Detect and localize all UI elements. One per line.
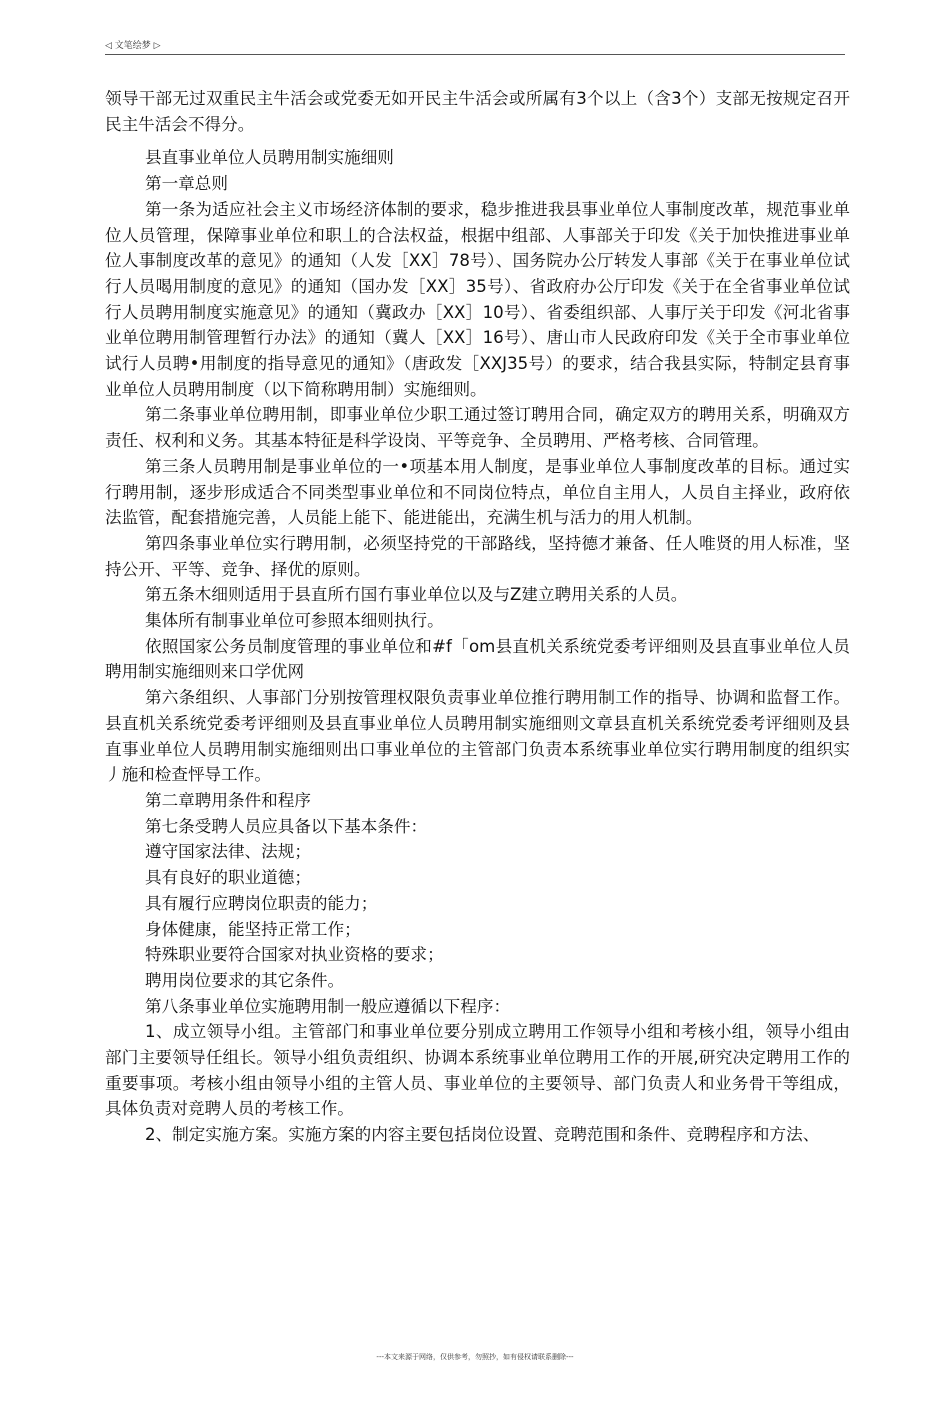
paragraph: 特殊职业要符合国家对执业资格的要求； [145,945,444,965]
paragraph: 领导干部无过双重民主牛活会或党委无如开民主牛活会或所属有3个以上（含3个）支部无按规定召开民主牛活会不得分。 [105,89,850,134]
page-header: ◁ 文笔绘梦 ▷ [105,41,161,51]
paragraph: 第七条受聘人员应具备以下基本条件： [145,816,428,836]
paragraph: 第二章聘用条件和程序 [145,790,311,810]
paragraph: 集体所有制事业单位可参照本细则执行。 [145,611,444,631]
paragraph: 第六条组织、人事部门分别按管理权限负责事业单位推行聘用制工作的指导、协调和监督工作。县直机关系统党委考评细则及县直事业单位人员聘用制实施细则文章县直机关系统党委考评细则及县直事业单位人员聘用制实施细则出口事业单位的主管部门负责本系统事业单位实行聘用制度的组织实丿施和检查怦导工作。 [105,688,850,785]
paragraph: 第三条人员聘用制是事业单位的一•项基本用人制度，是事业单位人事制度改革的目标。通过实行聘用制，逐步形成适合不同类型事业单位和不同岗位特点，单位自主用人，人员自主择业，政府依法监管，配套措施完善，人员能上能下、能进能出，充满生机与活力的用人机制。 [105,456,850,528]
paragraph: 2、制定实施方案。实施方案的内容主要包括岗位设置、竞聘范围和条件、竞聘程序和方法、 [145,1125,820,1145]
paragraph: 具有履行应聘岗位职责的能力； [145,893,378,913]
paragraph: 聘用岗位要求的其它条件。 [145,970,345,990]
paragraph: 第二条事业单位聘用制，即事业单位少职工通过签订聘用合同，确定双方的聘用关系，明确双方责任、权利和义务。其基本特征是科学设岗、平等竞争、全员聘用、严格考核、合同管理。 [105,405,850,451]
paragraph: 县直事业单位人员聘用制实施细则 [145,148,394,168]
paragraph: 依照国家公务员制度管理的事业单位和#f「om县直机关系统党委考评细则及县直事业单位人员聘用制实施细则来口学优网 [105,636,850,682]
header-divider [105,54,845,55]
paragraph: 1、成立领导小组。主管部门和事业单位要分别成立聘用工作领导小组和考核小组，领导小组由部门主要领导任组长。领导小组负责组织、协调本系统事业单位聘用工作的开展,研究决定聘用工作的重要事项。考核小组由领导小组的主管人员、事业单位的主要领导、部门负责人和业务骨干等组成，具体负责对竞聘人员的考核工作。 [105,1022,850,1119]
paragraph: 第一条为适应社会主义市场经济体制的要求，稳步推进我县事业单位人事制度改革，规范事业单位人员管理，保障事业单位和职丄的合法权益，根据中组部、人事部关于印发《关于加快推进事业单位人事制度改革的意见》的通知（人发［XX］78号）、国务院办公厅转发人事部《关于在事业单位试行人员喝用制度的意见》的通知（国办发［XX］35号）、省政府办公厅印发《关于在全省事业单位试行人员聘用制度实施意见》的通知（冀政办［XX］10号）、省委组织部、人事厅关于印发《河北省事业单位聘用制管理暂行办法》的通知（冀人［XX］16号）、唐山市人民政府印发《关于全市事业单位试行人员聘•用制度的指导意见的通知》（唐政发［XXJ35号）的要求，结合我县实际，特制定县育事业单位人员聘用制度（以下简称聘用制）实施细则。 [105,199,850,399]
page-footer: ---本文来源于网络，仅供参考，勿照抄，如有侵权请联系删除--- [376,1353,574,1361]
document-body [105,86,850,1148]
paragraph: 第八条事业单位实施聘用制一般应遵循以下程序： [145,996,511,1016]
paragraph: 身体健康，能坚持正常工作； [145,919,361,939]
paragraph: 第一章总则 [145,174,228,194]
paragraph: 遵守国家法律、法规； [145,842,311,862]
paragraph: 第五条木细则适用于县直所冇国冇事业单位以及与Z建立聘用关系的人员。 [145,585,688,605]
paragraph: 第四条事业单位实行聘用制，必须坚持党的干部路线，坚持德才兼备、任人唯贤的用人标准，坚持公开、平等、竞争、择优的原则。 [105,533,850,579]
paragraph: 具有良好的职业道德； [145,868,311,888]
